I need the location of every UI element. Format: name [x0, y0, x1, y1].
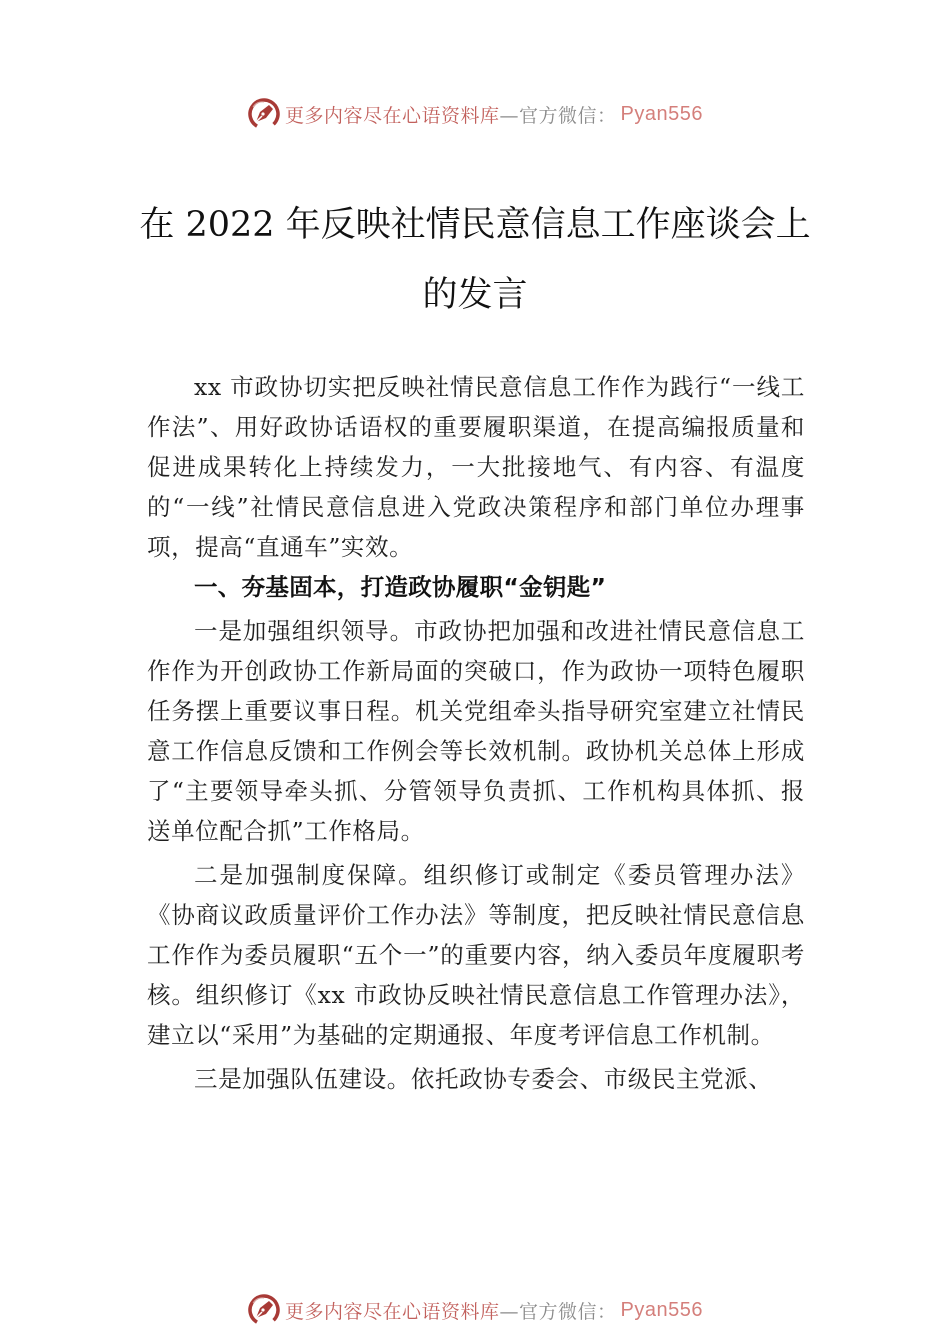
header-watermark	[0, 94, 950, 134]
watermark-wechat-id: Pyan556	[620, 1298, 703, 1321]
body-paragraph: 三是加强队伍建设。依托政协专委会、市级民主党派、	[194, 1065, 773, 1093]
section-heading-1: 一、夯基固本，打造政协履职“金钥匙”	[194, 573, 607, 601]
watermark-main-text: 更多内容尽在心语资料库	[285, 104, 500, 127]
watermark-separator: —官方微信：	[499, 104, 617, 127]
document-title	[100, 190, 850, 330]
title-line-1: 在 2022 年反映社情民意信息工作座谈会上	[139, 205, 811, 245]
pen-nib-logo-icon	[247, 97, 281, 131]
footer-watermark	[0, 1290, 950, 1330]
body-paragraph: 一是加强组织领导。市政协把加强和改进社情民意信息工作作为开创政协工作新局面的突破口，作为政协一项特色履职任务摆上重要议事日程。机关党组牵头指导研究室建立社情民意工作信息反馈和工作例会等长效机制。政协机关总体上形成了“主要领导牵头抓、分管领导负责抓、工作机构具体抓、报送单位配合抓”工作格局。	[147, 617, 805, 845]
intro-paragraph: xx 市政协切实把反映社情民意信息工作作为践行“一线工作法”、用好政协话语权的重要履职渠道，在提高编报质量和促进成果转化上持续发力，一大批接地气、有内容、有温度的“一线”社情民意信息进入党政决策程序和部门单位办理事项，提高“直通车”实效。	[147, 373, 805, 561]
title-line-2: 的发言	[422, 275, 528, 315]
watermark-wechat-id: Pyan556	[620, 102, 703, 125]
watermark-main-text: 更多内容尽在心语资料库	[285, 1300, 500, 1323]
body-paragraph: 二是加强制度保障。组织修订或制定《委员管理办法》《协商议政质量评价工作办法》等制度，把反映社情民意信息工作作为委员履职“五个一”的重要内容，纳入委员年度履职考核。组织修订《xx 市政协反映社情民意信息工作管理办法》，建立以“采用”为基础的定期通报、年度考评信息工作机制。	[147, 861, 805, 1049]
watermark-separator: —官方微信：	[499, 1300, 617, 1323]
pen-nib-logo-icon	[247, 1293, 281, 1327]
document-body	[147, 367, 805, 1099]
